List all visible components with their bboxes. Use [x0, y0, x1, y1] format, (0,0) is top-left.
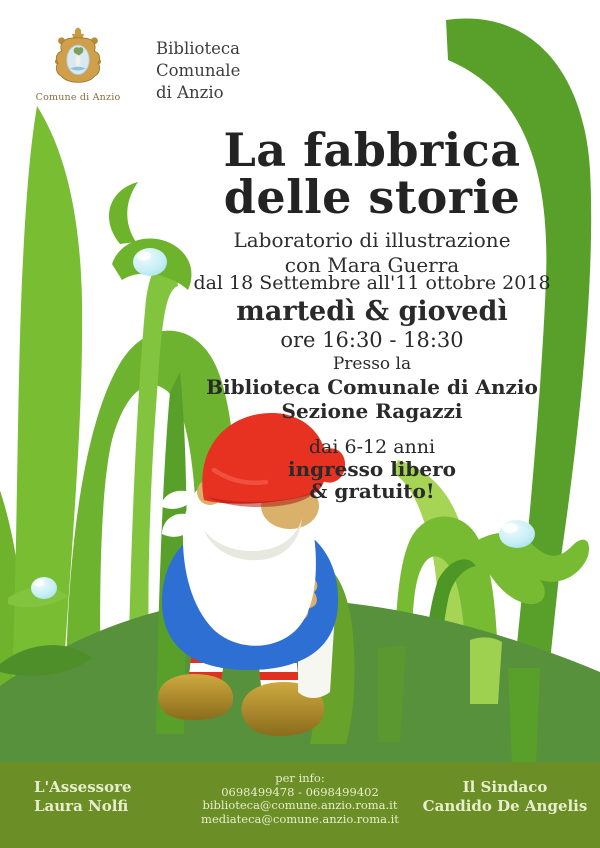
contact-phones: 0698499478 - 0698499402 [221, 784, 379, 799]
contact-label: per info: [275, 771, 325, 785]
crest-caption: Comune di Anzio [35, 92, 121, 103]
footer-assessor [34, 778, 132, 816]
title-line-1: La fabbrica [223, 123, 521, 177]
poster-title [142, 123, 600, 278]
admission-block [142, 436, 600, 503]
footer-mayor [420, 778, 590, 816]
schedule-days: martedì & giovedì [236, 296, 508, 327]
schedule-block [142, 272, 600, 352]
subtitle-line-1: Laboratorio di illustrazione [233, 228, 511, 252]
schedule-dates: dal 18 Settembre all'11 ottobre 2018 [193, 272, 551, 294]
subtitle [142, 228, 600, 278]
contact-email-2: mediateca@comune.anzio.roma.it [201, 811, 399, 826]
mayor-role: Il Sindaco [462, 778, 548, 796]
admission-ages: dai 6-12 anni [308, 436, 436, 458]
footer-contact-info [180, 772, 420, 826]
title-line-2: delle storie [223, 170, 521, 224]
venue-block [142, 354, 600, 423]
library-name-line: di Anzio [156, 82, 224, 102]
venue-name: Biblioteca Comunale di Anzio [206, 375, 538, 399]
schedule-time: ore 16:30 - 18:30 [280, 328, 464, 352]
comune-anzio-crest-logo [46, 26, 110, 92]
library-name-line: Comunale [156, 60, 241, 80]
contact-email-1: biblioteca@comune.anzio.roma.it [202, 798, 398, 813]
admission-line-1: ingresso libero [288, 457, 456, 481]
gnome-left-shoe [158, 674, 233, 720]
venue-intro: Presso la [332, 354, 412, 374]
admission-line-2: & gratuito! [309, 479, 435, 504]
dew-drop [499, 520, 535, 548]
library-name-line: Biblioteca [156, 39, 240, 58]
assessor-name: Laura Nolfi [34, 796, 129, 815]
library-name [156, 38, 240, 103]
assessor-role: L'Assessore [34, 778, 132, 796]
venue-section: Sezione Ragazzi [281, 399, 463, 423]
mayor-name: Candido De Angelis [422, 796, 588, 815]
subtitle-line-2: con Mara Guerra [284, 253, 460, 278]
footer-bar [0, 762, 600, 848]
